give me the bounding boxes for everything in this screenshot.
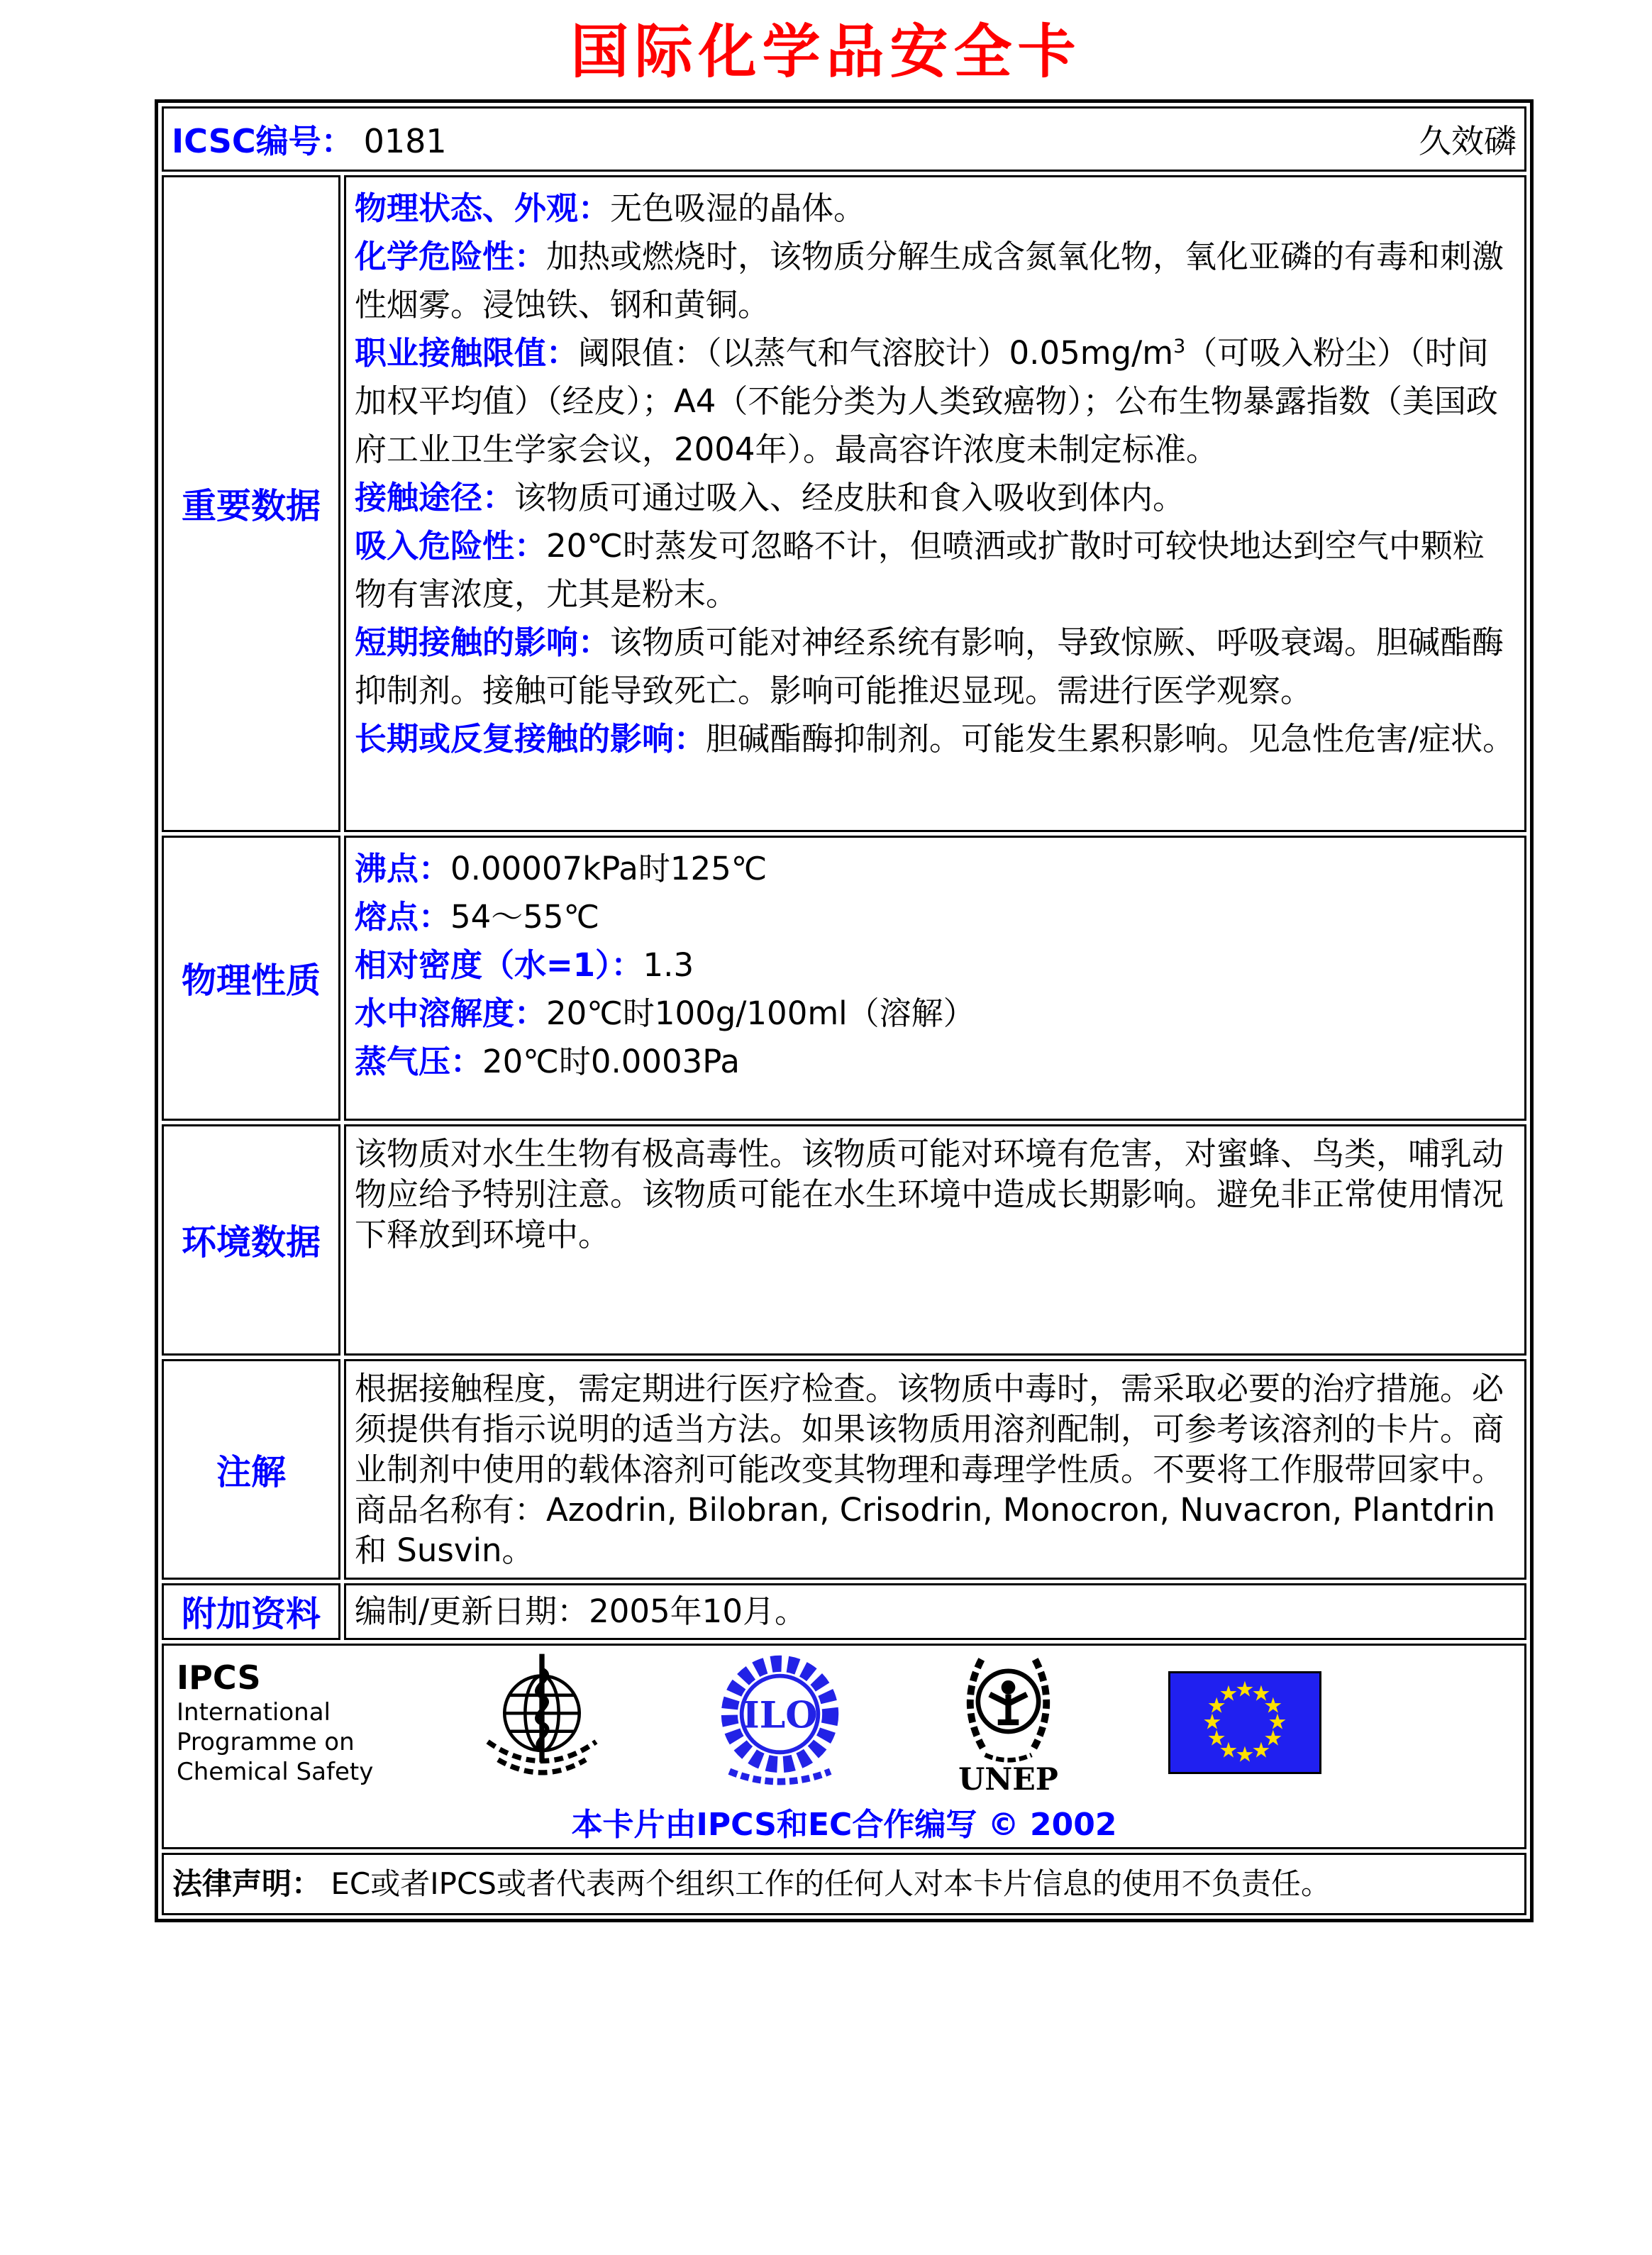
svg-text:★: ★ bbox=[1251, 1737, 1271, 1763]
physical-properties-content bbox=[344, 836, 1526, 1121]
field-line bbox=[355, 1038, 1516, 1086]
svg-text:★: ★ bbox=[1207, 1726, 1226, 1751]
field-value: 1.3 bbox=[643, 946, 694, 984]
svg-text:★: ★ bbox=[1251, 1681, 1271, 1707]
field-label: 相对密度（水=1）： bbox=[355, 946, 643, 984]
field-label: 长期或反复接触的影响： bbox=[355, 720, 706, 758]
field-value: （可吸入粉尘）（时间加权平均值）（经皮）；A4（不能分类为人类致癌物）；公布生物暴露指数（美国政府工业卫生学家会议，2004年）。最高容许浓度未制定标准。 bbox=[355, 334, 1498, 468]
field-label: 吸入危险性： bbox=[355, 527, 547, 565]
svg-text:★: ★ bbox=[1268, 1710, 1287, 1734]
field-line bbox=[355, 522, 1516, 619]
field-label: 接触途径： bbox=[355, 479, 515, 516]
svg-text:★: ★ bbox=[1235, 1677, 1255, 1702]
icsc-header-row bbox=[162, 106, 1526, 172]
field-value: 该物质对水生生物有极高毒性。该物质可能对环境有危害，对蜜蜂、鸟类，哺乳动物应给予特别注意。该物质可能在水生环境中造成长期影响。避免非正常使用情况下释放到环境中。 bbox=[355, 1135, 1504, 1253]
field-line bbox=[355, 233, 1516, 329]
field-label: 物理状态、外观： bbox=[355, 189, 611, 227]
legal-notice-label: 法律声明： bbox=[172, 1866, 322, 1901]
ilo-logo-text: ILO bbox=[742, 1693, 818, 1737]
field-line bbox=[355, 990, 1516, 1038]
field-value: 阈限值：（以蒸气和气溶胶计）0.05mg/m bbox=[578, 334, 1174, 372]
field-value: 该物质可通过吸入、经皮肤和食入吸收到体内。 bbox=[514, 479, 1185, 516]
field-label: 短期接触的影响： bbox=[355, 624, 611, 661]
field-value: 编制/更新日期：2005年10月。 bbox=[355, 1592, 806, 1630]
environmental-data-label: 环境数据 bbox=[162, 1124, 340, 1356]
environmental-data-content bbox=[344, 1124, 1526, 1356]
field-line bbox=[355, 1134, 1516, 1255]
important-data-content bbox=[344, 175, 1526, 832]
field-label: 沸点： bbox=[355, 850, 451, 887]
field-line bbox=[355, 715, 1516, 763]
field-label: 水中溶解度： bbox=[355, 994, 547, 1032]
ipcs-text-block bbox=[177, 1658, 373, 1787]
ilo-logo-icon bbox=[711, 1651, 849, 1793]
field-line bbox=[355, 329, 1516, 474]
field-line bbox=[355, 1368, 1516, 1570]
field-label: 熔点： bbox=[355, 898, 451, 936]
svg-text:★: ★ bbox=[1219, 1681, 1238, 1707]
field-value: 20℃时0.0003Pa bbox=[482, 1043, 740, 1080]
icsc-number-value: 0181 bbox=[363, 122, 447, 160]
physical-properties-row bbox=[162, 836, 1526, 1121]
field-line bbox=[355, 184, 1516, 233]
field-line bbox=[355, 941, 1516, 990]
ipcs-line: Programme on bbox=[177, 1728, 355, 1756]
legal-notice-row bbox=[162, 1853, 1526, 1915]
unep-logo-icon bbox=[950, 1648, 1067, 1797]
copyright-text: © 2002 bbox=[987, 1807, 1117, 1843]
superscript-text: 3 bbox=[1173, 336, 1186, 358]
ipcs-line: Chemical Safety bbox=[177, 1758, 374, 1786]
ipcs-line: International bbox=[177, 1698, 331, 1727]
field-line bbox=[355, 474, 1516, 522]
field-value: 54～55℃ bbox=[450, 898, 600, 936]
field-value: 根据接触程度，需定期进行医疗检查。该物质中毒时，需采取必要的治疗措施。必须提供有指示说明的适当方法。如果该物质用溶剂配制，可参考该溶剂的卡片。商业制剂中使用的载体溶剂可能改变其物理和毒理学性质。不要将工作服带回家中。商品名称有：Azodrin, Bilobran, Crisodrin, Monocron, Nuvacron, Plantdrin和 Susvin。 bbox=[355, 1370, 1504, 1569]
icsc-number-label: ICSC编号： bbox=[172, 122, 354, 160]
field-value: 加热或燃烧时，该物质分解生成含氮氧化物，氧化亚磷的有毒和刺激性烟雾。浸蚀铁、钢和黄铜。 bbox=[355, 238, 1504, 323]
cooperation-caption bbox=[177, 1799, 1512, 1844]
physical-properties-label: 物理性质 bbox=[162, 836, 340, 1121]
field-label: 蒸气压： bbox=[355, 1043, 483, 1080]
additional-info-row bbox=[162, 1583, 1526, 1640]
ipcs-acronym: IPCS bbox=[177, 1658, 261, 1697]
unep-logo-text: UNEP bbox=[958, 1762, 1059, 1797]
svg-text:★: ★ bbox=[1235, 1742, 1255, 1767]
who-logo-icon bbox=[475, 1651, 609, 1793]
icsc-card-table bbox=[155, 99, 1534, 1922]
cooperation-caption-text: 本卡片由IPCS和EC合作编写 bbox=[571, 1807, 977, 1843]
legal-notice-cell bbox=[162, 1853, 1526, 1915]
page-title: 国际化学品安全卡 bbox=[570, 18, 1082, 86]
notes-content bbox=[344, 1359, 1526, 1580]
svg-text:★: ★ bbox=[1263, 1726, 1283, 1751]
field-line bbox=[355, 619, 1516, 715]
svg-text:★: ★ bbox=[1263, 1693, 1283, 1718]
logos-row bbox=[162, 1644, 1526, 1849]
field-line bbox=[355, 1592, 1516, 1631]
notes-label: 注解 bbox=[162, 1359, 340, 1580]
logos-cell bbox=[162, 1644, 1526, 1849]
field-value: 胆碱酯酶抑制剂。可能发生累积影响。见急性危害/症状。 bbox=[706, 720, 1515, 758]
field-value: 20℃时100g/100ml（溶解） bbox=[546, 994, 975, 1032]
svg-text:★: ★ bbox=[1207, 1693, 1226, 1718]
environmental-data-row bbox=[162, 1124, 1526, 1356]
field-value: 无色吸湿的晶体。 bbox=[610, 189, 866, 227]
icsc-header-cell bbox=[162, 106, 1526, 172]
additional-info-label: 附加资料 bbox=[162, 1583, 340, 1640]
field-label: 职业接触限值： bbox=[355, 334, 579, 372]
additional-info-content bbox=[344, 1583, 1526, 1640]
svg-text:★: ★ bbox=[1219, 1737, 1238, 1763]
field-value: 该物质可能对神经系统有影响，导致惊厥、呼吸衰竭。胆碱酯酶抑制剂。接触可能导致死亡。影响可能推迟显现。需进行医学观察。 bbox=[355, 624, 1504, 709]
field-value: 0.00007kPa时125℃ bbox=[450, 850, 767, 887]
important-data-label: 重要数据 bbox=[162, 175, 340, 832]
field-label: 化学危险性： bbox=[355, 238, 547, 275]
important-data-row bbox=[162, 175, 1526, 832]
legal-notice-text: EC或者IPCS或者代表两个组织工作的任何人对本卡片信息的使用不负责任。 bbox=[331, 1866, 1331, 1901]
chemical-name: 久效磷 bbox=[1419, 122, 1517, 160]
notes-row bbox=[162, 1359, 1526, 1580]
field-value: 20℃时蒸发可忽略不计，但喷洒或扩散时可较快地达到空气中颗粒物有害浓度，尤其是粉末。 bbox=[355, 527, 1485, 613]
field-line bbox=[355, 893, 1516, 941]
eu-flag-icon bbox=[1168, 1671, 1321, 1774]
field-line bbox=[355, 845, 1516, 893]
svg-text:★: ★ bbox=[1202, 1710, 1222, 1734]
